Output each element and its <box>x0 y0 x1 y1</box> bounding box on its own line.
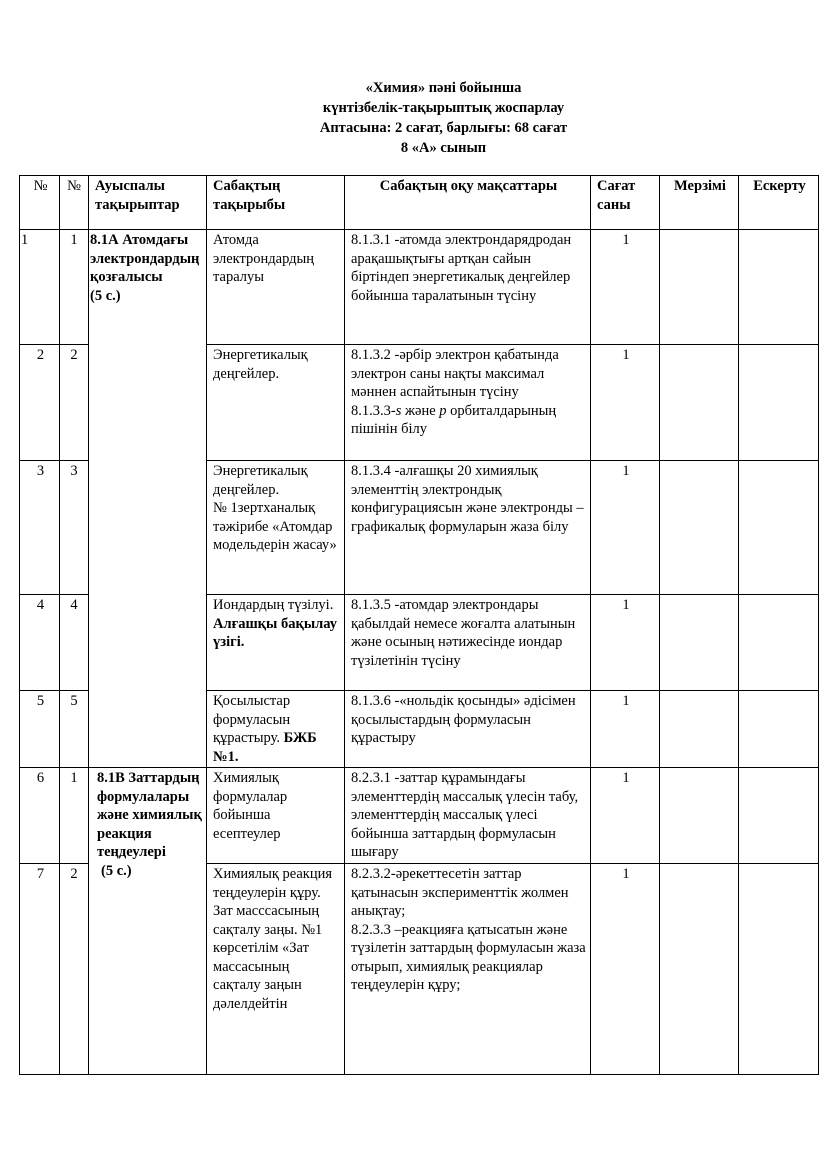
lesson-topic <box>207 691 345 768</box>
date-cell <box>660 345 739 461</box>
orbital-p: p <box>439 402 447 419</box>
title-line-subject: «Химия» пәні бойынша <box>365 80 522 96</box>
plan-table <box>19 175 819 1075</box>
header-date: Мерзімі <box>660 176 739 230</box>
table-row <box>20 230 819 345</box>
note-cell <box>739 345 819 461</box>
header-topic: Ауыспалы тақырыптар <box>89 176 207 230</box>
learning-goals: 8.1.3.4 -алғашқы 20 химиялық элементтің электрондық конфигурациясын және электронды – графикалық формуларын жаза білу <box>345 461 591 595</box>
date-cell <box>660 691 739 768</box>
goal-conj: және <box>401 402 440 419</box>
row-num: 7 <box>20 864 60 1075</box>
lab-work: № 1зертханалық тәжірибе «Атомдар модельдерін жасау» <box>213 500 337 553</box>
row-num: 4 <box>20 595 60 691</box>
section-topic <box>89 230 207 768</box>
lesson-title: Энергетикалық деңгейлер. <box>213 463 308 498</box>
note-cell <box>739 595 819 691</box>
note-cell <box>739 768 819 864</box>
date-cell <box>660 595 739 691</box>
header-num-2: № <box>60 176 89 230</box>
learning-goals: 8.1.3.1 -атомда электрондарядродан арақашықтығы артқан сайын біртіндеп энергетикалық деңгейлер бойынша таралатынын түсіну <box>345 230 591 345</box>
goal-code: 8.1.3.3- <box>351 402 396 419</box>
hours-count: 1 <box>591 691 660 768</box>
lesson-topic: Химиялық формулалар бойынша есептеулер <box>207 768 345 864</box>
section-hours: (5 с.) <box>90 287 121 304</box>
date-cell <box>660 461 739 595</box>
table-row <box>20 768 819 864</box>
row-num-2: 3 <box>60 461 89 595</box>
row-num-2: 2 <box>60 864 89 1075</box>
goal-text: 8.1.3.2 -әрбір электрон қабатында электрон саны нақты максимал мәннен аспайтынын түсіну <box>351 347 559 400</box>
header-num: № <box>20 176 60 230</box>
goal-tail: орбиталдарының пішінін білу <box>351 402 557 437</box>
section-hours: (5 с.) <box>101 862 132 879</box>
document-title <box>0 78 827 158</box>
header-goals: Сабақтың оқу мақсаттары <box>345 176 591 230</box>
row-num: 5 <box>20 691 60 768</box>
orbital-s: s <box>395 402 402 419</box>
section-topic <box>89 768 207 1075</box>
note-cell <box>739 691 819 768</box>
assessment-label: БЖБ №1. <box>213 730 317 765</box>
row-num: 1 <box>20 230 60 345</box>
header-note: Ескерту <box>739 176 819 230</box>
section-title: 8.1В Заттардың формулалары және химиялық реакция теңдеулері <box>97 770 202 860</box>
row-num: 6 <box>20 768 60 864</box>
lesson-topic: Атомда электрондардың таралуы <box>207 230 345 345</box>
row-num: 3 <box>20 461 60 595</box>
hours-count: 1 <box>591 461 660 595</box>
row-num-2: 1 <box>60 230 89 345</box>
hours-count: 1 <box>591 595 660 691</box>
hours-count: 1 <box>591 230 660 345</box>
table-header-row <box>20 176 819 230</box>
note-cell <box>739 230 819 345</box>
row-num: 2 <box>20 345 60 461</box>
goal-text: 8.2.3.2-әрекеттесетін заттар қатынасын эксперименттік жолмен анықтау; <box>351 866 569 919</box>
learning-goals: 8.2.3.1 -заттар құрамындағы элементтердің массалық үлесін табу, элементтердің массалық үлесі бойынша заттардың формуласын шығару <box>345 768 591 864</box>
lesson-title: Иондардың түзілуі. <box>213 597 334 613</box>
learning-goals: 8.1.3.5 -атомдар электрондары қабылдай немесе жоғалта алатынын және осының нәтижесінде иондар түзілетінін түсіну <box>345 595 591 691</box>
learning-goals <box>345 864 591 1075</box>
title-line-class: 8 «А» сынып <box>400 140 487 156</box>
title-line-plan: күнтізбелік-тақырыптық жоспарлау <box>322 100 565 116</box>
date-cell <box>660 768 739 864</box>
learning-goals: 8.1.3.6 -«нольдік қосынды» әдісімен қосылыстардың формуласын құрастыру <box>345 691 591 768</box>
hours-count: 1 <box>591 768 660 864</box>
row-num-2: 4 <box>60 595 89 691</box>
lesson-topic <box>207 461 345 595</box>
header-lesson: Сабақтың тақырыбы <box>207 176 345 230</box>
lesson-topic: Химиялық реакция теңдеулерін құру. Зат масссасының сақталу заңы. №1 көрсетілім «Зат массасының сақталу заңын дәлелдейтін <box>207 864 345 1075</box>
title-line-hours: Аптасына: 2 сағат, барлығы: 68 сағат <box>319 120 568 136</box>
section-title: 8.1А Атомдағы электрондардың қозғалысы <box>90 232 200 285</box>
date-cell <box>660 864 739 1075</box>
assessment-label: Алғашқы бақылау үзігі. <box>213 615 338 650</box>
date-cell <box>660 230 739 345</box>
hours-count: 1 <box>591 864 660 1075</box>
lesson-title: Қосылыстар формуласын құрастыру. <box>213 693 291 746</box>
lesson-topic: Энергетикалық деңгейлер. <box>207 345 345 461</box>
lesson-topic <box>207 595 345 691</box>
note-cell <box>739 864 819 1075</box>
row-num-2: 1 <box>60 768 89 864</box>
row-num-2: 5 <box>60 691 89 768</box>
header-hours: Сағат саны <box>591 176 660 230</box>
learning-goals <box>345 345 591 461</box>
hours-count: 1 <box>591 345 660 461</box>
row-num-2: 2 <box>60 345 89 461</box>
note-cell <box>739 461 819 595</box>
goal-text-2: 8.2.3.3 –реакцияға қатысатын және түзілетін заттардың формуласын жаза отырып, химиялық реакциялар теңдеулерін құру; <box>351 921 586 993</box>
